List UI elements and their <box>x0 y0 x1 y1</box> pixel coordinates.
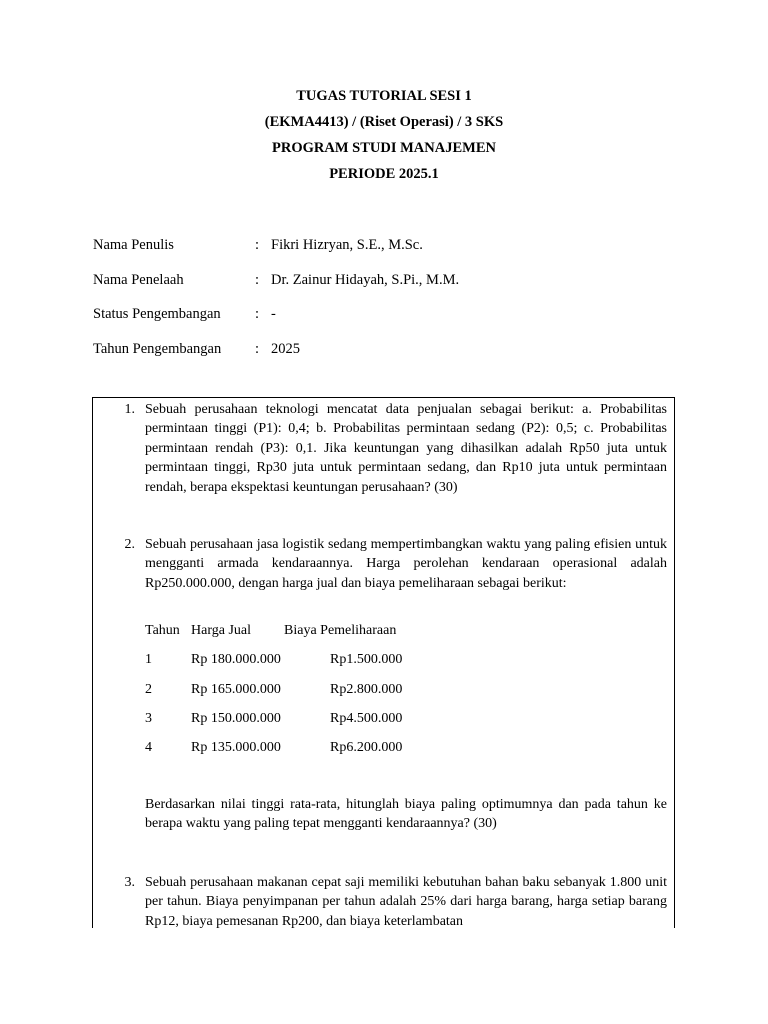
meta-value: 2025 <box>271 340 300 357</box>
cell-year: 1 <box>145 652 152 668</box>
meta-row-year <box>93 336 459 371</box>
header-period: PERIODE 2025.1 <box>329 166 439 182</box>
question-number: 1. <box>124 402 135 417</box>
meta-row-status <box>93 301 459 336</box>
cell-price: Rp 135.000.000 <box>191 740 281 756</box>
cell-year: 3 <box>145 710 152 726</box>
meta-value: Dr. Zainur Hidayah, S.Pi., M.M. <box>271 271 460 288</box>
meta-value: - <box>271 306 276 322</box>
meta-value: Fikri Hizryan, S.E., M.Sc. <box>271 237 423 253</box>
author-info <box>93 232 459 370</box>
cell-price: Rp 150.000.000 <box>191 710 281 726</box>
cell-cost: Rp6.200.000 <box>330 740 403 756</box>
meta-colon: : <box>255 306 260 322</box>
header-cost: Biaya Pemeliharaan <box>284 623 397 638</box>
meta-colon: : <box>255 271 260 288</box>
question-number: 2. <box>124 537 135 552</box>
meta-label: Nama Penelaah <box>93 271 184 288</box>
cell-price: Rp 180.000.000 <box>191 652 281 668</box>
meta-label: Nama Penulis <box>93 237 174 253</box>
header-price: Harga Jual <box>191 623 251 638</box>
meta-row-reviewer <box>93 267 459 302</box>
question-text: Sebuah perusahaan teknologi mencatat data penjualan sebagai berikut: a. Probabilitas permintaan tinggi (P1): 0,4; b. Probabilitas permintaan sedang (P2): 0,5; c. Probabilitas permintaan rendah (P3): 0,1. Jika keuntungan yang dihasilkan adalah Rp50 juta untuk permintaan tinggi, Rp30 juta untuk permintaan sedang, dan Rp10 juta untuk permintaan rendah, berapa ekspektasi keuntungan perusahaan? (30) <box>145 402 667 495</box>
cell-year: 4 <box>145 740 152 756</box>
meta-label: Status Pengembangan <box>93 306 221 322</box>
cell-cost: Rp1.500.000 <box>330 652 403 668</box>
question-text: Sebuah perusahaan jasa logistik sedang mempertimbangkan waktu yang paling efisien untuk mengganti armada kendaraannya. Harga perolehan kendaraan operasional adalah Rp250.000.000, dengan harga jual dan biaya pemeliharaan sebagai berikut: <box>145 537 667 591</box>
cell-year: 2 <box>145 681 152 697</box>
question-number: 3. <box>124 875 135 890</box>
questions-box <box>92 397 675 928</box>
question-text: Sebuah perusahaan makanan cepat saji memiliki kebutuhan bahan baku sebanyak 1.800 unit per tahun. Biaya penyimpanan per tahun adalah 25% dari harga barang, harga setiap barang Rp12, biaya pemesanan Rp200, dan biaya keterlambatan <box>145 875 667 928</box>
meta-row-writer <box>93 232 459 267</box>
document-header <box>0 83 768 187</box>
meta-colon: : <box>255 237 260 253</box>
cell-cost: Rp4.500.000 <box>330 710 403 726</box>
meta-label: Tahun Pengembangan <box>93 340 222 357</box>
meta-colon: : <box>255 340 260 357</box>
header-title: TUGAS TUTORIAL SESI 1 <box>296 88 472 104</box>
header-program: PROGRAM STUDI MANAJEMEN <box>272 140 496 156</box>
cell-cost: Rp2.800.000 <box>330 681 403 697</box>
cell-price: Rp 165.000.000 <box>191 681 281 697</box>
question-followup-text: Berdasarkan nilai tinggi rata-rata, hitunglah biaya paling optimumnya dan pada tahun ke berapa waktu yang paling tepat mengganti kendaraannya? (30) <box>145 797 667 832</box>
header-year: Tahun <box>145 623 180 638</box>
header-course: (EKMA4413) / (Riset Operasi) / 3 SKS <box>264 114 504 130</box>
